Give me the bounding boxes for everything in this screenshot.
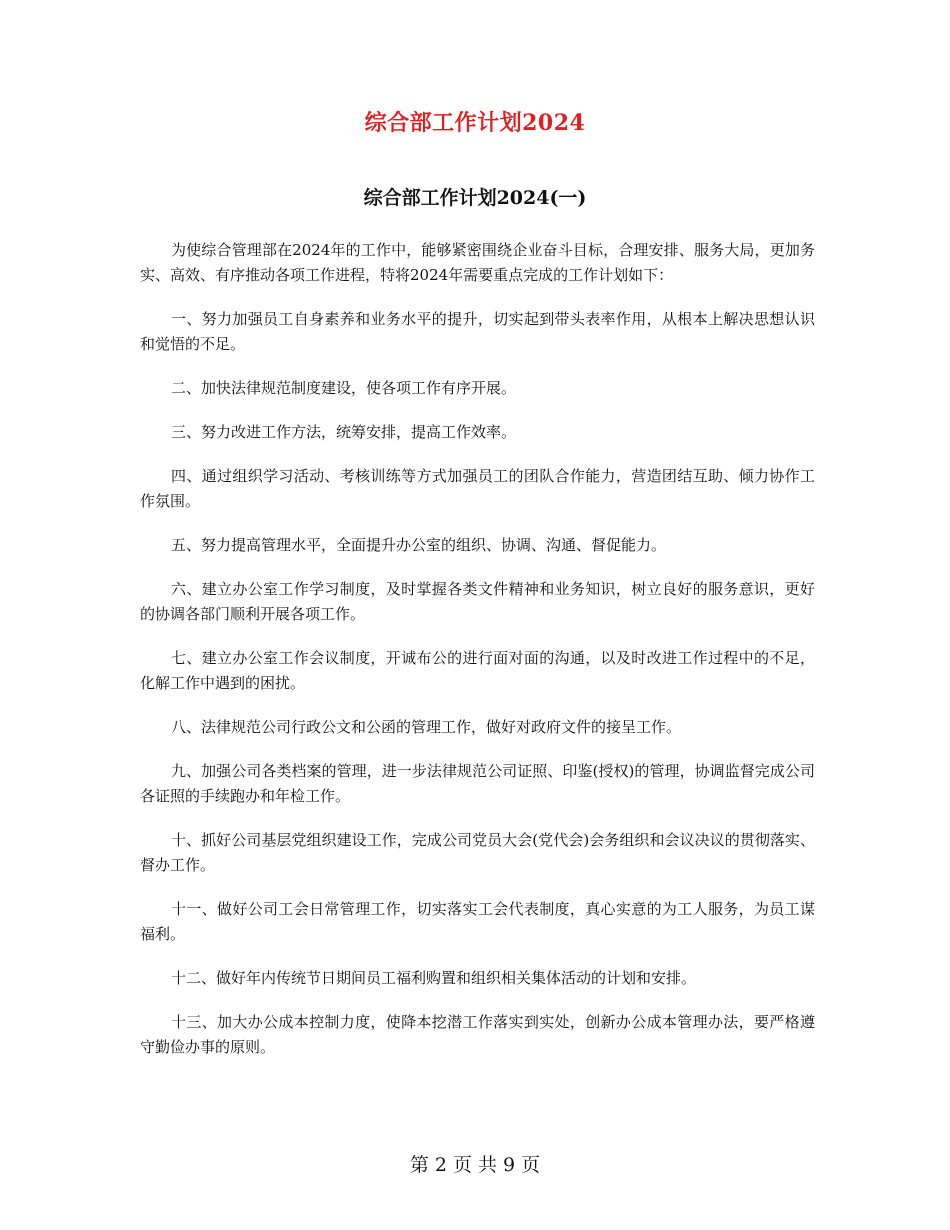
- page-title: 综合部工作计划2024: [364, 110, 586, 136]
- plan-item-13: 十三、加大办公成本控制力度，使降本挖潜工作落实到实处，创新办公成本管理办法，要严格遵守勤俭办事的原则。: [140, 1013, 815, 1056]
- plan-item-12: 十二、做好年内传统节日期间员工福利购置和组织相关集体活动的计划和安排。: [171, 969, 697, 987]
- plan-item-2: 二、加快法律规范制度建设，使各项工作有序开展。: [171, 379, 517, 397]
- page-number: 第 2 页 共 9 页: [409, 1154, 541, 1176]
- section-title: 综合部工作计划2024(一): [363, 187, 587, 209]
- plan-item-11: 十一、做好公司工会日常管理工作，切实落实工会代表制度，真心实意的为工人服务，为员工谋福利。: [140, 900, 815, 943]
- plan-item-8: 八、法律规范公司行政公文和公函的管理工作，做好对政府文件的接呈工作。: [171, 718, 682, 736]
- plan-item-4: 四、通过组织学习活动、考核训练等方式加强员工的团队合作能力，营造团结互助、倾力协作工作氛围。: [140, 467, 815, 510]
- plan-item-10: 十、抓好公司基层党组织建设工作，完成公司党员大会(党代会)会务组织和会议决议的贯彻落实、督办工作。: [140, 831, 815, 874]
- plan-item-5: 五、努力提高管理水平，全面提升办公室的组织、协调、沟通、督促能力。: [171, 536, 667, 554]
- plan-item-3: 三、努力改进工作方法，统筹安排，提高工作效率。: [171, 423, 517, 441]
- plan-item-6: 六、建立办公室工作学习制度，及时掌握各类文件精神和业务知识，树立良好的服务意识，更好的协调各部门顺利开展各项工作。: [140, 580, 815, 623]
- plan-item-7: 七、建立办公室工作会议制度，开诚布公的进行面对面的沟通，以及时改进工作过程中的不足，化解工作中遇到的困扰。: [140, 649, 815, 692]
- plan-item-1: 一、努力加强员工自身素养和业务水平的提升，切实起到带头表率作用，从根本上解决思想认识和觉悟的不足。: [140, 310, 815, 353]
- plan-item-9: 九、加强公司各类档案的管理，进一步法律规范公司证照、印鉴(授权)的管理，协调监督完成公司各证照的手续跑办和年检工作。: [140, 762, 815, 805]
- document-body: [140, 238, 815, 1079]
- intro-paragraph: 为使综合管理部在2024年的工作中，能够紧密围绕企业奋斗目标，合理安排、服务大局，更加务实、高效、有序推动各项工作进程，特将2024年需要重点完成的工作计划如下：: [140, 241, 815, 284]
